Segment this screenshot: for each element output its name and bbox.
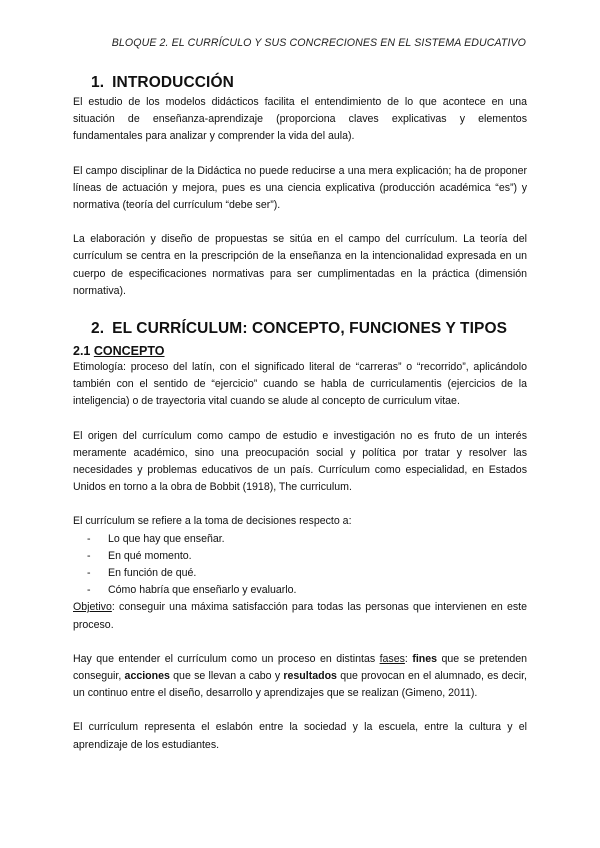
paragraph-intro-3: La elaboración y diseño de propuestas se sitúa en el campo del currículum. La teoría del currículum se centra en la prescripción de la enseñanza en la intencionalidad expresada en un cuerpo de especificaciones normativas para ser cumplimentadas en la práctica (dimensión normativa). [73,233,527,297]
text-run: que provocan en el alumnado, es decir, un continuo entre el diseño, desarrollo y aprendizajes que se realizan (Gimeno, 2011). [73,670,527,700]
paragraph-intro-2: El campo disciplinar de la Didáctica no puede reducirse a una mera explicación; ha de proponer líneas de actuación y mejora, pues es una ciencia explicativa (producción académica “es”) y normativa (teoría del currículum “debe ser”). [73,164,527,212]
paragraph-intro-1: El estudio de los modelos didácticos facilita el entendimiento de lo que acontece en una situación de enseñanza-aprendizaje (proporciona claves explicativas y elementos fundamentales para analizar y comprender la vida del aula). [73,96,527,143]
section-number: 1. [91,74,105,91]
acciones-term: acciones [124,670,170,683]
paragraph-etimologia: Etimología: proceso del latín, con el significado literal de “carreras” o “recorrido”, aplicándolo también con el sentido de “ejercicio” cuando se habla de curriculamentis (ejercicios de la inteligencia) o de trayectoria vital cuando se alude al concepto de curriculum vitae. [73,361,527,408]
running-header: BLOQUE 2. EL CURRÍCULO Y SUS CONCRECIONES EN EL SISTEMA EDUCATIVO [111,37,526,49]
list-item: - En función de qué. [87,565,527,582]
section-heading-introduccion [91,74,527,92]
list-item: - Lo que hay que enseñar. [87,531,527,548]
subsection-title: CONCEPTO [93,344,165,359]
text-run: : [404,652,413,665]
list-item: - Cómo habría que enseñarlo y evaluarlo. [87,582,527,599]
page-body [73,74,527,754]
fases-term: fases [379,652,405,665]
paragraph-fases [73,651,527,703]
text-run: que se llevan a cabo y [169,670,284,683]
subsection-number: 2.1 [73,344,91,359]
objetivo-label: Objetivo [73,601,112,614]
decision-list [73,531,527,600]
subsection-heading-concepto [73,344,527,359]
paragraph-decisiones: El currículum se refiere a la toma de decisiones respecto a: [73,515,352,528]
text-run: Hay que entender el currículum como un proceso en distintas [73,652,380,665]
section-title: INTRODUCCIÓN [112,74,234,91]
objetivo-text: : conseguir una máxima satisfacción para todas las personas que intervienen en este proceso. [73,601,527,631]
resultados-term: resultados [283,670,337,683]
section-heading-curriculum [91,320,527,338]
list-item: - En qué momento. [87,548,527,565]
section-number: 2. [91,320,105,338]
paragraph-origen: El origen del currículum como campo de estudio e investigación no es fruto de un interés meramente académico, sino una preocupación social y política por tratar y resolver las necesidades y problemas educativos de un país. Currículum como especialidad, en Estados Unidos en torno a la obra de Bobbit (1918), The curriculum. [73,429,527,494]
text-run: que se pretenden conseguir, [73,652,527,683]
fines-term: fines [412,652,438,665]
section-title: EL CURRÍCULUM: CONCEPTO, FUNCIONES Y TIPOS [112,320,508,338]
paragraph-eslabon: El currículum representa el eslabón entre la sociedad y la escuela, entre la cultura y el aprendizaje de los estudiantes. [73,721,527,751]
paragraph-objetivo [73,599,527,633]
